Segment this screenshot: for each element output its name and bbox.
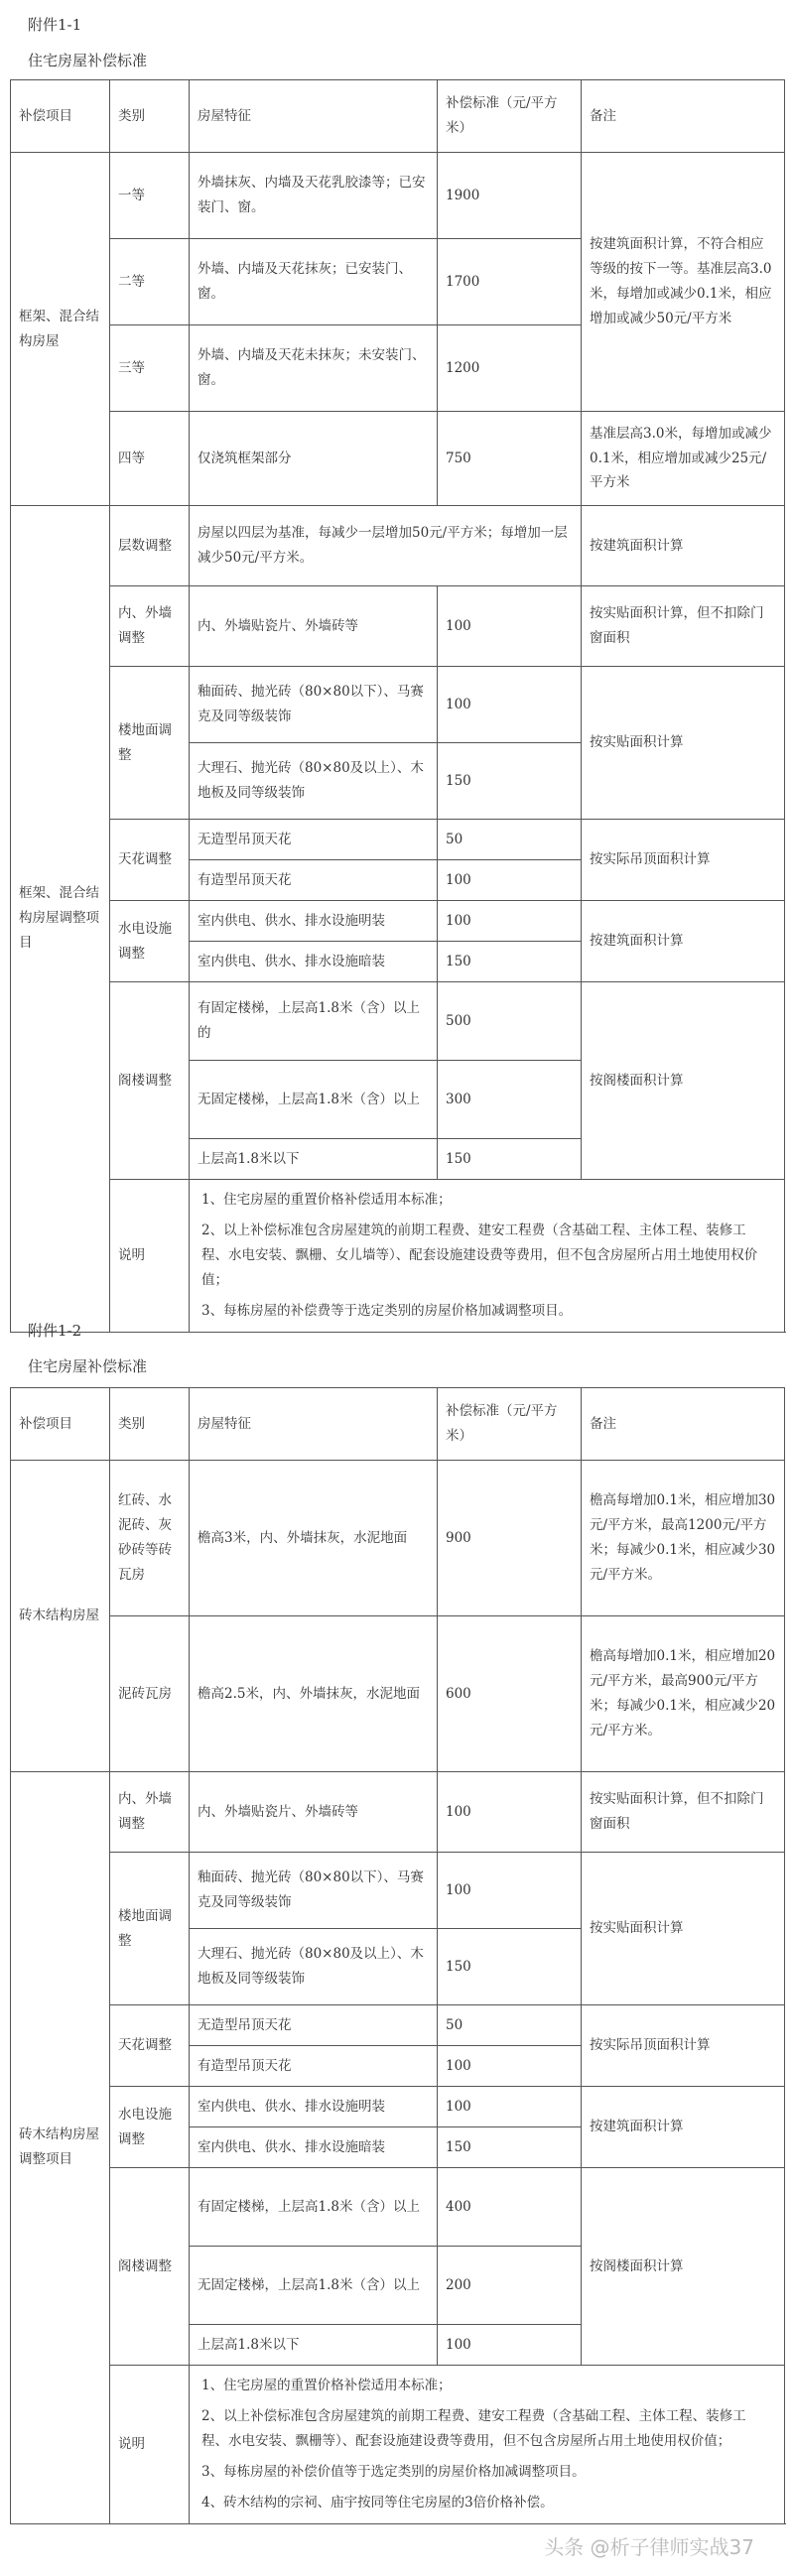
ceiling-note: 按实际吊顶面积计算	[582, 820, 785, 901]
table-row	[11, 2005, 785, 2046]
grade-note: 按建筑面积计算，不符合相应等级的按下一等。基准层高3.0米，每增加或减少0.1米，相应增加或减少50元/平方米	[582, 153, 785, 412]
explain-line: 1、住宅房屋的重置价格补偿适用本标准；	[201, 1192, 452, 1208]
walls-note: 按实贴面积计算，但不扣除门窗面积	[582, 586, 785, 667]
utility-price: 150	[438, 942, 582, 982]
table-row	[11, 1616, 785, 1772]
header-category: 类别	[110, 1388, 190, 1461]
header-item: 补偿项目	[11, 80, 110, 153]
watermark: 头条 @析子律师实战37	[544, 2535, 754, 2559]
attic-note: 按阁楼面积计算	[582, 982, 785, 1180]
attic-feature: 上层高1.8米以下	[190, 2325, 438, 2366]
attic-price: 150	[438, 1139, 582, 1180]
floors-category: 层数调整	[110, 506, 190, 586]
type-category: 红砖、水泥砖、灰砂砖等砖瓦房	[110, 1461, 190, 1616]
explain-line: 3、每栋房屋的补偿费等于选定类别的房屋价格加减调整项目。	[201, 1302, 573, 1319]
attic-price: 200	[438, 2247, 582, 2325]
annex2-label: 附件1-2	[28, 1322, 82, 1340]
type-feature: 檐高3米，内、外墙抹灰，水泥地面	[190, 1461, 438, 1616]
table-row	[11, 506, 785, 586]
explain-label: 说明	[110, 1180, 190, 1333]
table-row	[11, 1772, 785, 1853]
attic-price: 400	[438, 2168, 582, 2247]
attic-category: 阁楼调整	[110, 982, 190, 1180]
walls-price: 100	[438, 586, 582, 667]
utility-feature: 室内供电、供水、排水设施明装	[190, 2087, 438, 2127]
table-row	[11, 412, 785, 506]
utility-note: 按建筑面积计算	[582, 2087, 785, 2168]
ceiling-price: 100	[438, 860, 582, 901]
header-note: 备注	[582, 1388, 785, 1461]
explain-line: 4、砖木结构的宗祠、庙宇按同等住宅房屋的3倍价格补偿。	[201, 2494, 554, 2511]
structure-adjust: 砖木结构房屋调整项目	[11, 1772, 110, 2524]
utility-note: 按建筑面积计算	[582, 901, 785, 982]
ceiling-feature: 有造型吊顶天花	[190, 2046, 438, 2087]
structure-adjust: 框架、混合结构房屋调整项目	[11, 506, 110, 1333]
annex2-table	[10, 1387, 785, 2524]
ceiling-category: 天花调整	[110, 820, 190, 901]
walls-category: 内、外墙调整	[110, 1772, 190, 1853]
table-row	[11, 901, 785, 942]
grade-feature: 外墙抹灰、内墙及天花乳胶漆等；已安装门、窗。	[190, 153, 438, 239]
attic-price: 300	[438, 1061, 582, 1139]
explain-row	[11, 1180, 785, 1333]
grade-category: 三等	[110, 325, 190, 412]
floordeco-price: 100	[438, 1853, 582, 1929]
attic-feature: 有固定楼梯，上层高1.8米（含）以上	[190, 2168, 438, 2247]
ceiling-feature: 无造型吊顶天花	[190, 820, 438, 860]
utility-price: 100	[438, 2087, 582, 2127]
attic-note: 按阁楼面积计算	[582, 2168, 785, 2366]
utility-feature: 室内供电、供水、排水设施暗装	[190, 942, 438, 982]
annex1-title: 住宅房屋补偿标准	[28, 52, 148, 69]
explain-line: 3、每栋房屋的补偿价值等于选定类别的房屋价格加减调整项目。	[201, 2463, 586, 2480]
grade-feature: 外墙、内墙及天花未抹灰；未安装门、窗。	[190, 325, 438, 412]
header-row	[11, 80, 785, 153]
utility-category: 水电设施调整	[110, 2087, 190, 2168]
walls-feature: 内、外墙贴瓷片、外墙砖等	[190, 1772, 438, 1853]
floordeco-price: 150	[438, 743, 582, 820]
walls-category: 内、外墙调整	[110, 586, 190, 667]
annex1-table	[10, 79, 785, 1333]
grade-category: 四等	[110, 412, 190, 506]
floordeco-feature: 大理石、抛光砖（80×80及以上）、木地板及同等级装饰	[190, 1929, 438, 2005]
floordeco-category: 楼地面调整	[110, 1853, 190, 2005]
floordeco-note: 按实贴面积计算	[582, 1853, 785, 2005]
header-item: 补偿项目	[11, 1388, 110, 1461]
type-note: 檐高每增加0.1米，相应增加30元/平方米，最高1200元/平方米；每减少0.1米，相应减少30元/平方米。	[582, 1461, 785, 1616]
grade-note: 基准层高3.0米，每增加或减少0.1米，相应增加或减少25元/平方米	[582, 412, 785, 506]
utility-price: 100	[438, 901, 582, 942]
ceiling-price: 50	[438, 820, 582, 860]
attic-price: 500	[438, 982, 582, 1061]
floordeco-feature: 大理石、抛光砖（80×80及以上）、木地板及同等级装饰	[190, 743, 438, 820]
table-row	[11, 586, 785, 667]
explain-content	[190, 2366, 785, 2524]
structure-main: 框架、混合结构房屋	[11, 153, 110, 506]
attic-feature: 上层高1.8米以下	[190, 1139, 438, 1180]
explain-label: 说明	[110, 2366, 190, 2524]
grade-price: 1200	[438, 325, 582, 412]
floors-feature: 房屋以四层为基准，每减少一层增加50元/平方米；每增加一层减少50元/平方米。	[190, 506, 582, 586]
ceiling-note: 按实际吊顶面积计算	[582, 2005, 785, 2087]
ceiling-feature: 无造型吊顶天花	[190, 2005, 438, 2046]
table-row	[11, 820, 785, 860]
type-feature: 檐高2.5米，内、外墙抹灰，水泥地面	[190, 1616, 438, 1772]
utility-feature: 室内供电、供水、排水设施明装	[190, 901, 438, 942]
table-row	[11, 982, 785, 1061]
walls-price: 100	[438, 1772, 582, 1853]
attic-price: 100	[438, 2325, 582, 2366]
grade-category: 一等	[110, 153, 190, 239]
grade-feature: 仅浇筑框架部分	[190, 412, 438, 506]
header-row	[11, 1388, 785, 1461]
floordeco-feature: 釉面砖、抛光砖（80×80以下）、马赛克及同等级装饰	[190, 667, 438, 743]
attic-feature: 无固定楼梯，上层高1.8米（含）以上	[190, 2247, 438, 2325]
table-row	[11, 1853, 785, 1929]
type-price: 600	[438, 1616, 582, 1772]
table-row	[11, 2168, 785, 2247]
ceiling-price: 50	[438, 2005, 582, 2046]
explain-line: 2、以上补偿标准包含房屋建筑的前期工程费、建安工程费（含基础工程、主体工程、装修工程、水电安装、飘栅、女儿墙等）、配套设施建设费等费用，但不包含房屋所占用土地使用权价值；	[201, 1222, 758, 1288]
header-note: 备注	[582, 80, 785, 153]
walls-feature: 内、外墙贴瓷片、外墙砖等	[190, 586, 438, 667]
grade-category: 二等	[110, 239, 190, 325]
type-price: 900	[438, 1461, 582, 1616]
floors-note: 按建筑面积计算	[582, 506, 785, 586]
ceiling-category: 天花调整	[110, 2005, 190, 2087]
type-note: 檐高每增加0.1米，相应增加20元/平方米，最高900元/平方米；每减少0.1米，相应减少20元/平方米。	[582, 1616, 785, 1772]
header-feature: 房屋特征	[190, 80, 438, 153]
attic-feature: 有固定楼梯，上层高1.8米（含）以上的	[190, 982, 438, 1061]
attic-category: 阁楼调整	[110, 2168, 190, 2366]
walls-note: 按实贴面积计算，但不扣除门窗面积	[582, 1772, 785, 1853]
structure-main: 砖木结构房屋	[11, 1461, 110, 1772]
table-row	[11, 667, 785, 743]
explain-row	[11, 2366, 785, 2524]
floordeco-feature: 釉面砖、抛光砖（80×80以下）、马赛克及同等级装饰	[190, 1853, 438, 1929]
grade-feature: 外墙、内墙及天花抹灰；已安装门、窗。	[190, 239, 438, 325]
grade-price: 1700	[438, 239, 582, 325]
floordeco-note: 按实贴面积计算	[582, 667, 785, 820]
header-price: 补偿标准（元/平方米）	[438, 80, 582, 153]
table-row	[11, 1461, 785, 1616]
annex1-label: 附件1-1	[28, 16, 82, 34]
grade-price: 1900	[438, 153, 582, 239]
floordeco-price: 100	[438, 667, 582, 743]
header-category: 类别	[110, 80, 190, 153]
utility-price: 150	[438, 2127, 582, 2168]
header-price: 补偿标准（元/平方米）	[438, 1388, 582, 1461]
explain-line: 1、住宅房屋的重置价格补偿适用本标准；	[201, 2378, 452, 2393]
explain-line: 2、以上补偿标准包含房屋建筑的前期工程费、建安工程费（含基础工程、主体工程、装修工程、水电安装、飘栅等）、配套设施建设费等费用，但不包含房屋所占用土地使用权价值；	[201, 2407, 746, 2449]
floordeco-price: 150	[438, 1929, 582, 2005]
table-row	[11, 153, 785, 239]
table-row	[11, 2087, 785, 2127]
floordeco-category: 楼地面调整	[110, 667, 190, 820]
ceiling-price: 100	[438, 2046, 582, 2087]
grade-price: 750	[438, 412, 582, 506]
header-feature: 房屋特征	[190, 1388, 438, 1461]
attic-feature: 无固定楼梯，上层高1.8米（含）以上	[190, 1061, 438, 1139]
annex2-title: 住宅房屋补偿标准	[28, 1357, 148, 1375]
utility-feature: 室内供电、供水、排水设施暗装	[190, 2127, 438, 2168]
ceiling-feature: 有造型吊顶天花	[190, 860, 438, 901]
type-category: 泥砖瓦房	[110, 1616, 190, 1772]
explain-content	[190, 1180, 785, 1333]
utility-category: 水电设施调整	[110, 901, 190, 982]
